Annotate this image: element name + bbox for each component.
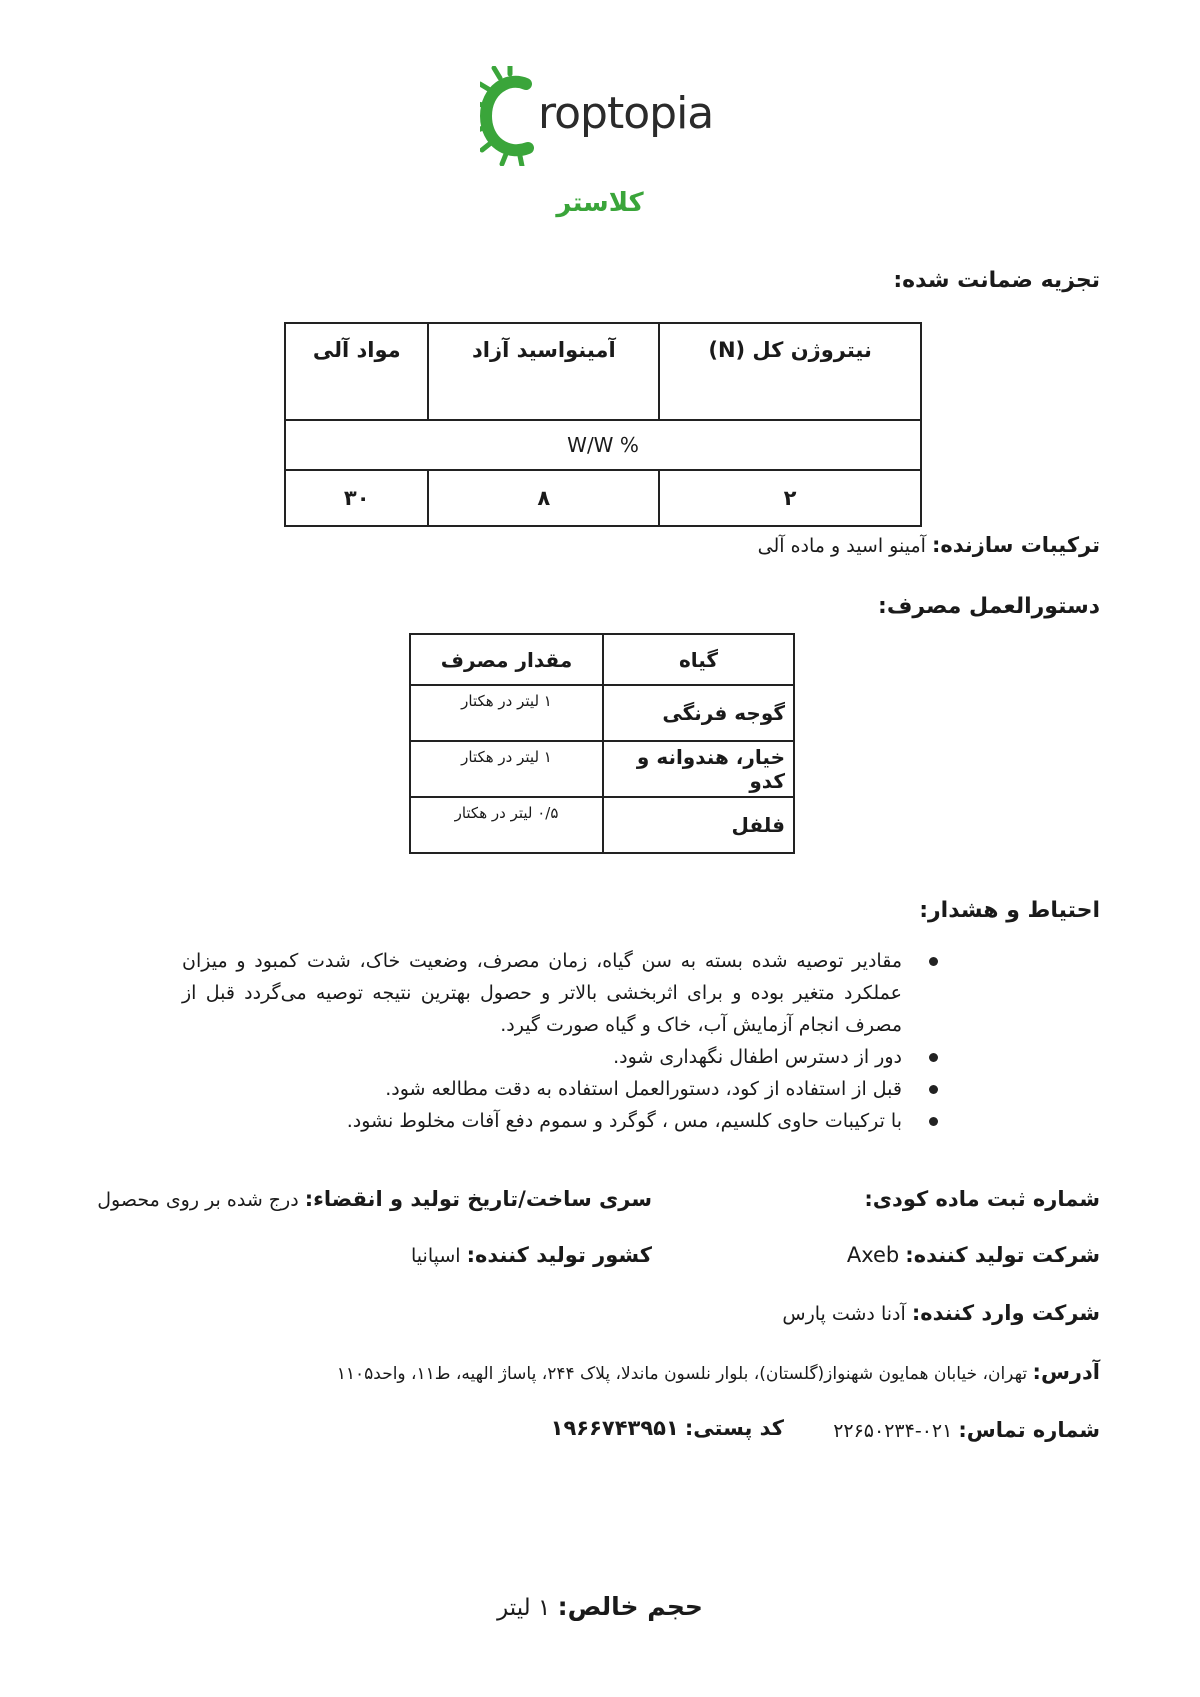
address-line	[337, 1360, 1100, 1384]
importer-label: شرکت وارد کننده:	[911, 1301, 1100, 1325]
dose-cell: ۱ لیتر در هکتار	[410, 685, 603, 741]
phone-line	[833, 1418, 1100, 1442]
bullet-icon	[929, 1053, 938, 1062]
ingredients-value: آمینو اسید و ماده آلی	[757, 535, 926, 557]
dose-cell: ۱ لیتر در هکتار	[410, 741, 603, 797]
manufacturer-label: شرکت تولید کننده:	[905, 1243, 1100, 1267]
table-row	[410, 741, 794, 797]
list-item: قبل از استفاده از کود، دستورالعمل استفاده به دقت مطالعه شود.	[182, 1073, 942, 1105]
guaranteed-analysis-table	[284, 322, 922, 527]
column-header: نیتروژن کل (N)	[659, 323, 921, 420]
batch-line	[97, 1187, 652, 1211]
bullet-icon	[929, 1117, 938, 1126]
country-value: اسپانیا	[411, 1245, 461, 1267]
list-item: دور از دسترس اطفال نگهداری شود.	[182, 1041, 942, 1073]
product-name: کلاستر	[556, 188, 644, 218]
net-volume-value: ۱ لیتر	[497, 1595, 551, 1621]
net-volume-label: حجم خالص:	[557, 1592, 703, 1621]
country-label: کشور تولید کننده:	[466, 1243, 652, 1267]
table-row	[410, 685, 794, 741]
column-header: آمینواسید آزاد	[428, 323, 659, 420]
address-label: آدرس:	[1032, 1360, 1100, 1384]
value-cell: ۳۰	[285, 470, 428, 526]
country-line	[411, 1243, 652, 1267]
warnings-heading: احتیاط و هشدار:	[919, 898, 1100, 923]
net-volume	[0, 1592, 1200, 1621]
registration-line	[864, 1187, 1100, 1211]
importer-line	[782, 1301, 1100, 1325]
registration-label: شماره ثبت ماده کودی:	[864, 1187, 1100, 1211]
phone-value: ۰۲۱-۲۲۶۵۰۲۳۴	[833, 1420, 953, 1442]
bullet-icon	[929, 957, 938, 966]
usage-table	[409, 633, 795, 854]
column-header: مواد آلی	[285, 323, 428, 420]
value-cell: ۲	[659, 470, 921, 526]
plant-cell: فلفل	[603, 797, 794, 853]
guaranteed-analysis-heading: تجزیه ضمانت شده:	[893, 268, 1100, 293]
manufacturer-value: Axeb	[846, 1243, 900, 1267]
ingredients-label: ترکیبات سازنده:	[931, 533, 1100, 557]
logo-text: roptopia	[538, 88, 714, 139]
importer-value: آدنا دشت پارس	[782, 1303, 906, 1325]
ingredients-line	[758, 533, 1100, 557]
address-value: تهران، خیابان همایون شهنواز(گلستان)، بلوار نلسون ماندلا، پلاک ۲۴۴، پاساژ الهیه، ط۱۱، واحد۱۱۰۵	[336, 1364, 1028, 1384]
postal-line	[551, 1416, 784, 1440]
manufacturer-line	[847, 1243, 1100, 1267]
warnings-list	[182, 945, 942, 1137]
postal-label: کد پستی:	[684, 1416, 784, 1440]
dose-header: مقدار مصرف	[410, 634, 603, 685]
croptopia-logo	[480, 66, 750, 166]
bullet-icon	[929, 1085, 938, 1094]
plant-cell: خیار، هندوانه و کدو	[603, 741, 794, 797]
dose-cell: ۰/۵ لیتر در هکتار	[410, 797, 603, 853]
value-cell: ۸	[428, 470, 659, 526]
plant-header: گیاه	[603, 634, 794, 685]
list-item: با ترکیبات حاوی کلسیم، مس ، گوگرد و سموم دفع آفات مخلوط نشود.	[182, 1105, 942, 1137]
table-row	[410, 797, 794, 853]
batch-label: سری ساخت/تاریخ تولید و انقضاء:	[304, 1187, 652, 1211]
batch-value: درج شده بر روی محصول	[97, 1189, 299, 1211]
phone-label: شماره تماس:	[958, 1418, 1100, 1442]
list-item: مقادیر توصیه شده بسته به سن گیاه، زمان مصرف، وضعیت خاک، شدت کمبود و میزان عملکرد متغیر بوده و برای اثربخشی بالاتر و حصول بهترین نتیجه توصیه می‌گردد قبل از مصرف انجام آزمایش آب، خاک و گیاه صورت گیرد.	[182, 945, 942, 1041]
usage-heading: دستورالعمل مصرف:	[878, 594, 1100, 619]
postal-value: ۱۹۶۶۷۴۳۹۵۱	[550, 1416, 679, 1440]
plant-cell: گوجه فرنگی	[603, 685, 794, 741]
unit-cell: W/W %	[285, 420, 921, 470]
